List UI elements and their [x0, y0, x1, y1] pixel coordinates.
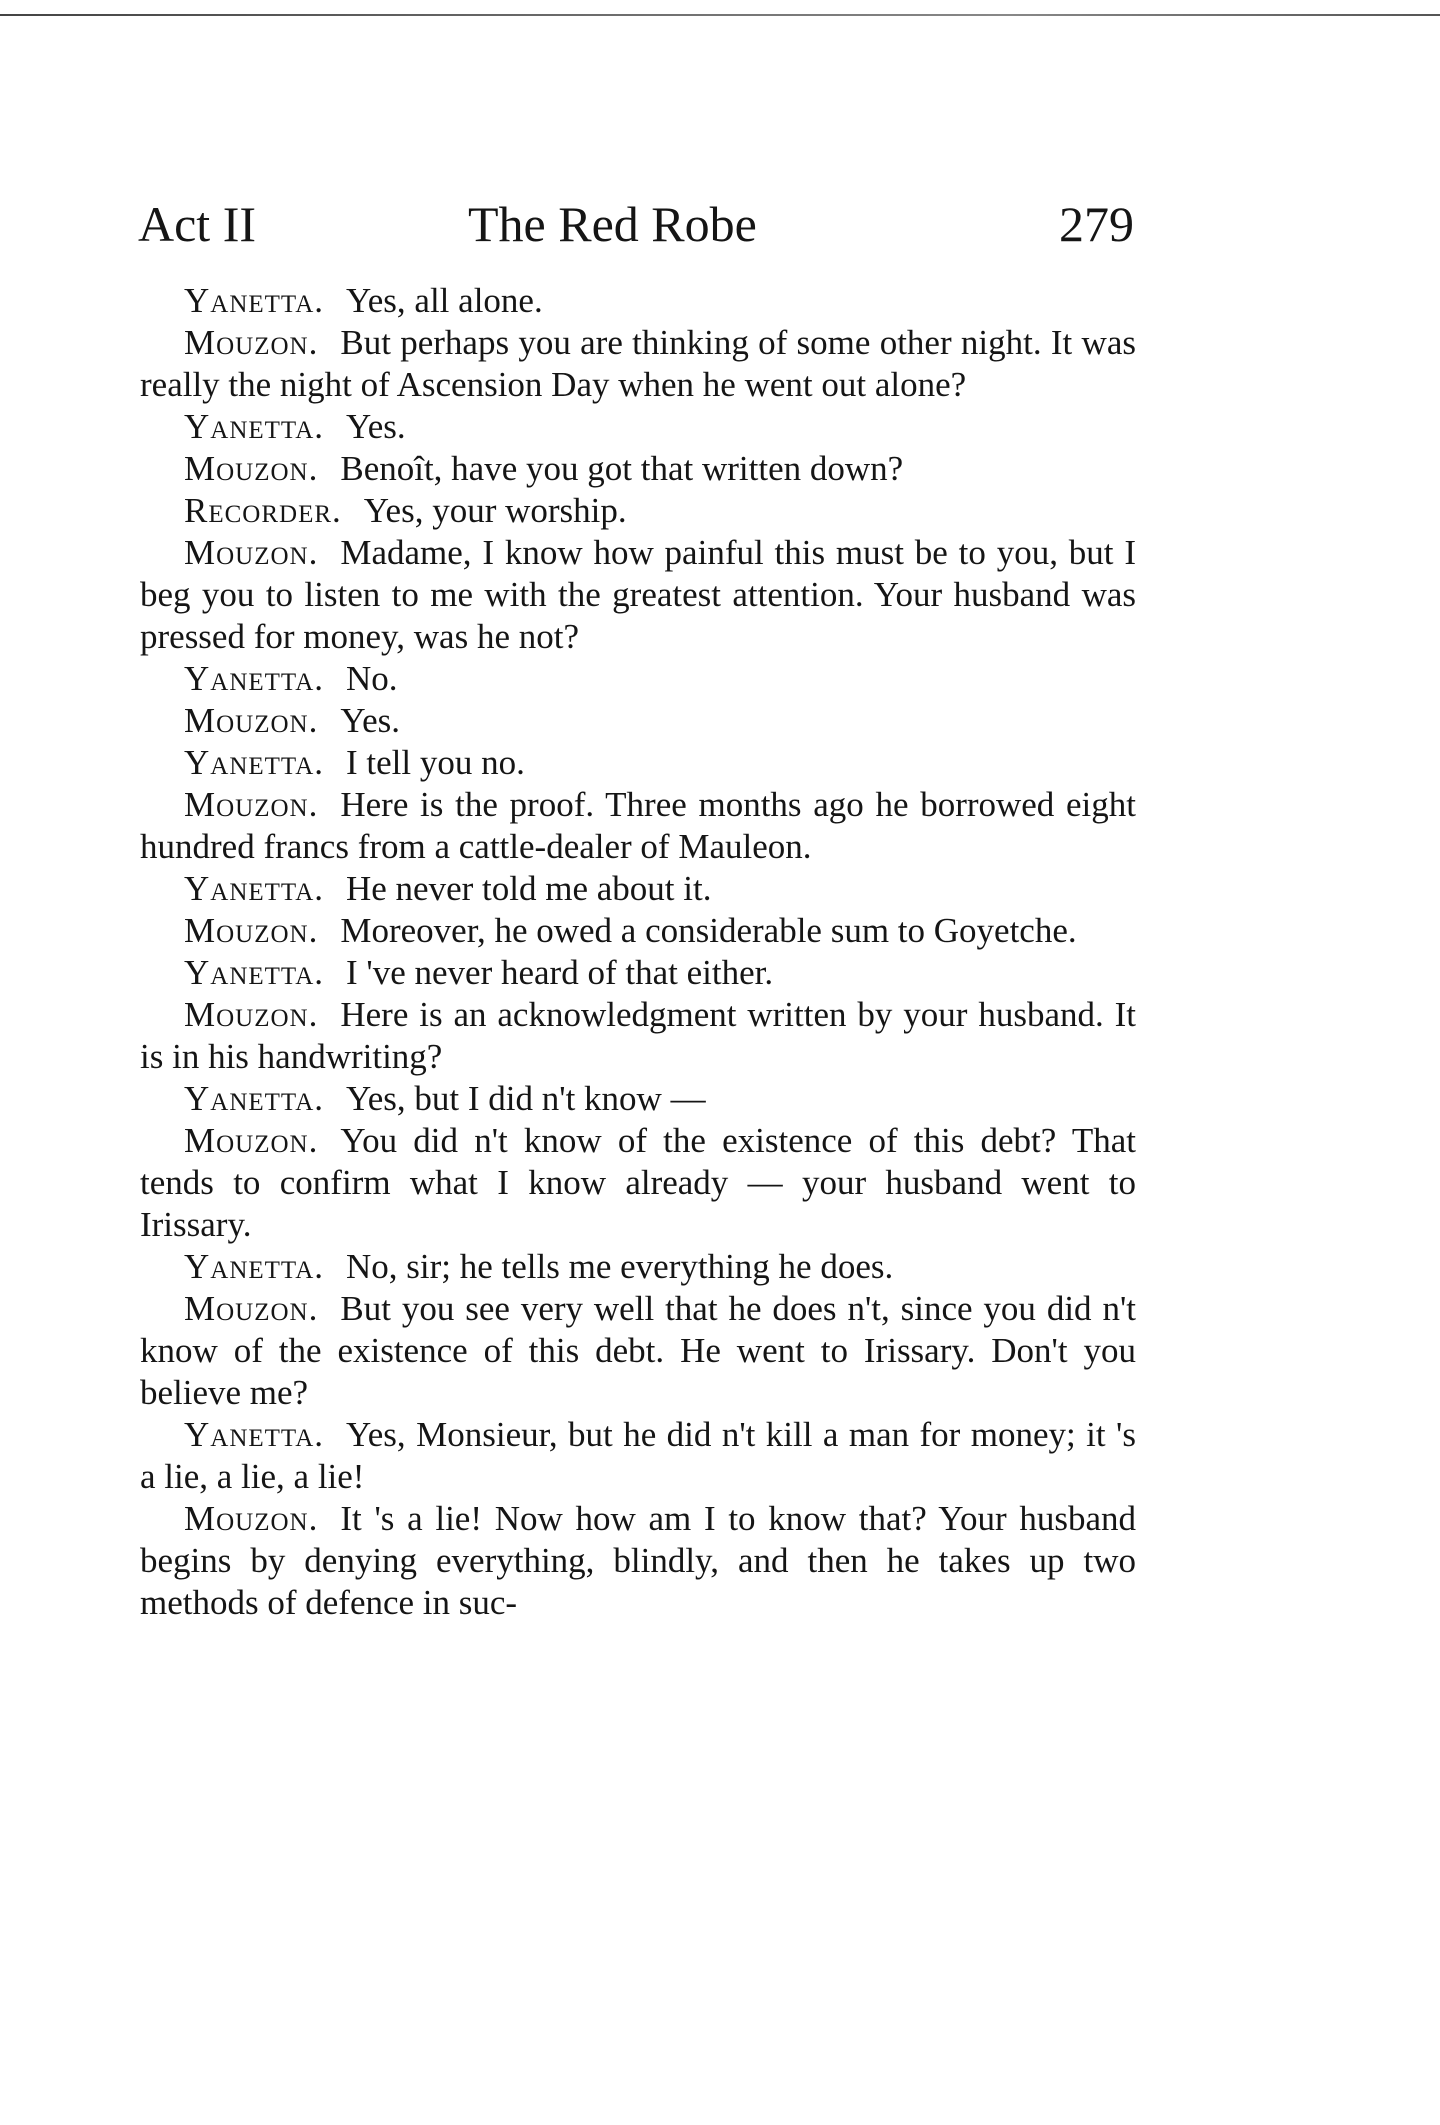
speaker-name: Mouzon. — [184, 1289, 319, 1328]
dialogue-line — [140, 952, 1136, 994]
line-text: Yes, all alone. — [346, 281, 543, 320]
speaker-name: Yanetta. — [184, 1079, 324, 1118]
line-text: Yes, but I did n't know — — [346, 1079, 706, 1118]
speaker-name: Mouzon. — [184, 533, 319, 572]
top-page-edge — [0, 14, 1440, 16]
line-text: Yes, Monsieur, but he did n't kill a man for money; it 's a lie, a lie, a lie! — [140, 1415, 1136, 1496]
dialogue-line — [140, 868, 1136, 910]
dialogue-line — [140, 1414, 1136, 1498]
dialogue-line — [140, 1246, 1136, 1288]
line-text: I tell you no. — [346, 743, 525, 782]
dialogue-line — [140, 532, 1136, 658]
dialogue-line — [140, 784, 1136, 868]
speaker-name: Yanetta. — [184, 659, 324, 698]
speaker-name: Mouzon. — [184, 323, 319, 362]
dialogue-line — [140, 742, 1136, 784]
speaker-name: Mouzon. — [184, 785, 319, 824]
line-text: No, sir; he tells me everything he does. — [346, 1247, 894, 1286]
dialogue-line — [140, 1078, 1136, 1120]
dialogue-line — [140, 490, 1136, 532]
dialogue-line — [140, 322, 1136, 406]
line-text: No. — [346, 659, 398, 698]
line-text: He never told me about it. — [346, 869, 712, 908]
line-text: Here is an acknowledgment written by your husband. It is in his handwriting? — [140, 995, 1136, 1076]
header-act: Act II — [138, 196, 256, 252]
line-text: It 's a lie! Now how am I to know that? Your husband begins by denying everything, blindly, and then he takes up two methods of defence in suc- — [140, 1499, 1136, 1622]
dialogue-line — [140, 1288, 1136, 1414]
dialogue-line — [140, 280, 1136, 322]
speaker-name: Yanetta. — [184, 407, 324, 446]
dialogue-line — [140, 1120, 1136, 1246]
speaker-name: Yanetta. — [184, 1247, 324, 1286]
speaker-name: Mouzon. — [184, 1499, 319, 1538]
line-text: I 've never heard of that either. — [346, 953, 774, 992]
speaker-name: Mouzon. — [184, 1121, 319, 1160]
speaker-name: Yanetta. — [184, 743, 324, 782]
dialogue-line — [140, 658, 1136, 700]
line-text: Yes, your worship. — [363, 491, 627, 530]
running-header — [138, 194, 1134, 254]
speaker-name: Yanetta. — [184, 869, 324, 908]
dialogue-line — [140, 1498, 1136, 1624]
line-text: Madame, I know how painful this must be to you, but I beg you to listen to me with the greatest attention. Your husband was pressed for money, was he not? — [140, 533, 1136, 656]
line-text: You did n't know of the existence of this debt? That tends to confirm what I know already — your husband went to Irissary. — [140, 1121, 1136, 1244]
line-text: Yes. — [340, 701, 401, 740]
speaker-name: Yanetta. — [184, 953, 324, 992]
dialogue-line — [140, 406, 1136, 448]
page-number: 279 — [1059, 196, 1134, 252]
speaker-name: Mouzon. — [184, 449, 319, 488]
speaker-name: Recorder. — [184, 491, 342, 530]
dialogue-line — [140, 448, 1136, 490]
line-text: But perhaps you are thinking of some other night. It was really the night of Ascension Day when he went out alone? — [140, 323, 1136, 404]
dialogue-line — [140, 700, 1136, 742]
speaker-name: Yanetta. — [184, 1415, 324, 1454]
line-text: Yes. — [346, 407, 406, 446]
header-title: The Red Robe — [468, 196, 757, 252]
speaker-name: Mouzon. — [184, 995, 319, 1034]
dialogue-line — [140, 910, 1136, 952]
speaker-name: Mouzon. — [184, 911, 319, 950]
dialogue-body — [140, 280, 1136, 1624]
line-text: Benoît, have you got that written down? — [340, 449, 904, 488]
dialogue-line — [140, 994, 1136, 1078]
speaker-name: Yanetta. — [184, 281, 324, 320]
line-text: Moreover, he owed a considerable sum to Goyetche. — [340, 911, 1077, 950]
line-text: Here is the proof. Three months ago he borrowed eight hundred francs from a cattle-dealer of Mauleon. — [140, 785, 1136, 866]
speaker-name: Mouzon. — [184, 701, 319, 740]
line-text: But you see very well that he does n't, since you did n't know of the existence of this debt. He went to Irissary. Don't you believe me? — [140, 1289, 1136, 1412]
